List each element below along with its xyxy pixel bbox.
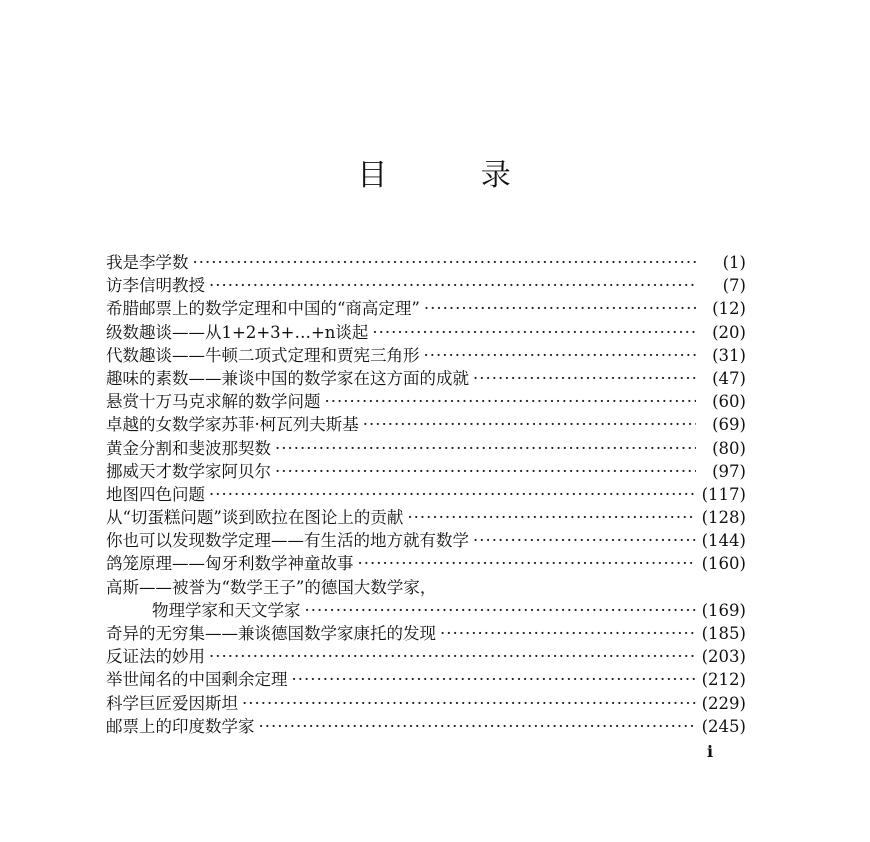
toc-dot-leader — [275, 439, 696, 458]
toc-entry-page: (69) — [712, 415, 746, 435]
toc-entry-page: (117) — [701, 484, 746, 504]
toc-entry-title: 举世闻名的中国剩余定理 — [106, 670, 288, 690]
toc-dot-leader — [407, 508, 696, 527]
toc-entry-title: 奇异的无穷集——兼谈德国数学家康托的发现 — [106, 624, 436, 643]
toc-entry-page: (212) — [701, 670, 746, 690]
toc-entry-page: (12) — [712, 299, 746, 319]
toc-dot-leader — [372, 323, 696, 342]
toc-entry-title: 鸽笼原理——匈牙利数学神童故事 — [106, 554, 354, 574]
toc-entry-title: 级数趣谈——从1+2+3+…+n谈起 — [106, 322, 369, 342]
table-of-contents — [106, 249, 746, 736]
toc-entry-page: (169) — [701, 600, 746, 620]
toc-entry[interactable] — [106, 713, 746, 736]
toc-entry[interactable] — [106, 319, 746, 342]
toc-dot-leader — [275, 462, 696, 481]
toc-entry-title: 从“切蛋糕问题”谈到欧拉在图论上的贡献 — [106, 508, 404, 528]
toc-entry-title: 科学巨匠爱因斯坦 — [106, 693, 238, 713]
toc-entry-page: (185) — [701, 624, 746, 643]
toc-entry-title: 你也可以发现数学定理——有生活的地方就有数学 — [106, 531, 469, 551]
toc-entry[interactable] — [106, 690, 746, 713]
toc-dot-leader — [259, 717, 697, 736]
toc-dot-leader — [473, 531, 696, 550]
toc-entry-title: 高斯——被誉为“数学王子”的德国大数学家， — [106, 577, 437, 597]
toc-entry[interactable] — [106, 388, 746, 411]
toc-dot-leader — [292, 670, 697, 689]
toc-entry-title: 邮票上的印度数学家 — [106, 716, 255, 736]
toc-dot-leader — [440, 624, 696, 643]
toc-entry-title: 反证法的妙用 — [106, 647, 205, 667]
toc-entry-page: (128) — [701, 508, 746, 528]
toc-entry-page: (20) — [712, 322, 746, 342]
toc-entry[interactable] — [106, 249, 746, 272]
toc-dot-leader — [193, 253, 697, 272]
toc-dot-leader — [209, 485, 696, 504]
toc-dot-leader — [242, 694, 696, 713]
toc-entry[interactable] — [106, 527, 746, 550]
title-char-2: 录 — [480, 158, 513, 193]
toc-entry[interactable] — [106, 411, 746, 434]
toc-entry-page: (7) — [722, 276, 746, 296]
toc-entry-title: 希腊邮票上的数学定理和中国的“商高定理” — [106, 299, 420, 319]
toc-entry-page: (1) — [722, 253, 746, 272]
toc-entry-page: (97) — [712, 461, 746, 481]
toc-entry[interactable] — [106, 435, 746, 458]
toc-dot-leader — [325, 392, 697, 411]
toc-dot-leader — [424, 299, 696, 318]
toc-dot-leader — [473, 369, 696, 388]
toc-entry-title-continued: 物理学家和天文学家 — [152, 600, 301, 620]
toc-dot-leader — [209, 647, 696, 666]
toc-entry[interactable] — [106, 342, 746, 365]
toc-entry-page: (229) — [701, 693, 746, 713]
toc-entry-title: 代数趣谈——牛顿二项式定理和贾宪三角形 — [106, 345, 420, 365]
toc-entry[interactable] — [106, 574, 746, 597]
page-title — [0, 150, 870, 194]
toc-entry-page: (245) — [701, 716, 746, 736]
toc-entry[interactable] — [106, 365, 746, 388]
toc-entry[interactable] — [106, 295, 746, 318]
toc-entry-page: (60) — [712, 392, 746, 412]
toc-dot-leader — [424, 346, 697, 365]
toc-entry[interactable] — [106, 504, 746, 527]
toc-entry-title: 悬赏十万马克求解的数学问题 — [106, 392, 321, 412]
toc-entry-page: (31) — [712, 345, 746, 365]
toc-entry[interactable] — [106, 458, 746, 481]
toc-entry-title: 挪威天才数学家阿贝尔 — [106, 461, 271, 481]
toc-entry-title: 趣味的素数——兼谈中国的数学家在这方面的成就 — [106, 368, 469, 388]
title-char-1: 目 — [357, 158, 390, 193]
toc-entry-page: (80) — [712, 438, 746, 458]
toc-entry-title: 我是李学数 — [106, 253, 189, 272]
toc-entry[interactable] — [106, 620, 746, 643]
toc-dot-leader — [209, 276, 696, 295]
toc-entry[interactable] — [106, 272, 746, 295]
toc-entry-page: (160) — [701, 554, 746, 574]
toc-entry[interactable] — [106, 550, 746, 573]
page-number: i — [707, 742, 714, 761]
toc-entry-title: 卓越的女数学家苏菲·柯瓦列夫斯基 — [106, 415, 359, 435]
toc-entry[interactable] — [106, 666, 746, 689]
toc-entry-page: (203) — [701, 647, 746, 667]
toc-entry-continuation[interactable] — [106, 597, 746, 620]
toc-dot-leader — [358, 554, 697, 573]
toc-entry[interactable] — [106, 481, 746, 504]
toc-dot-leader — [305, 601, 697, 620]
toc-entry-title: 访李信明教授 — [106, 276, 205, 296]
toc-entry-page: (144) — [701, 531, 746, 551]
toc-entry[interactable] — [106, 643, 746, 666]
toc-entry-title: 黄金分割和斐波那契数 — [106, 438, 271, 458]
toc-dot-leader — [363, 415, 696, 434]
toc-entry-page: (47) — [712, 368, 746, 388]
toc-entry-title: 地图四色问题 — [106, 484, 205, 504]
